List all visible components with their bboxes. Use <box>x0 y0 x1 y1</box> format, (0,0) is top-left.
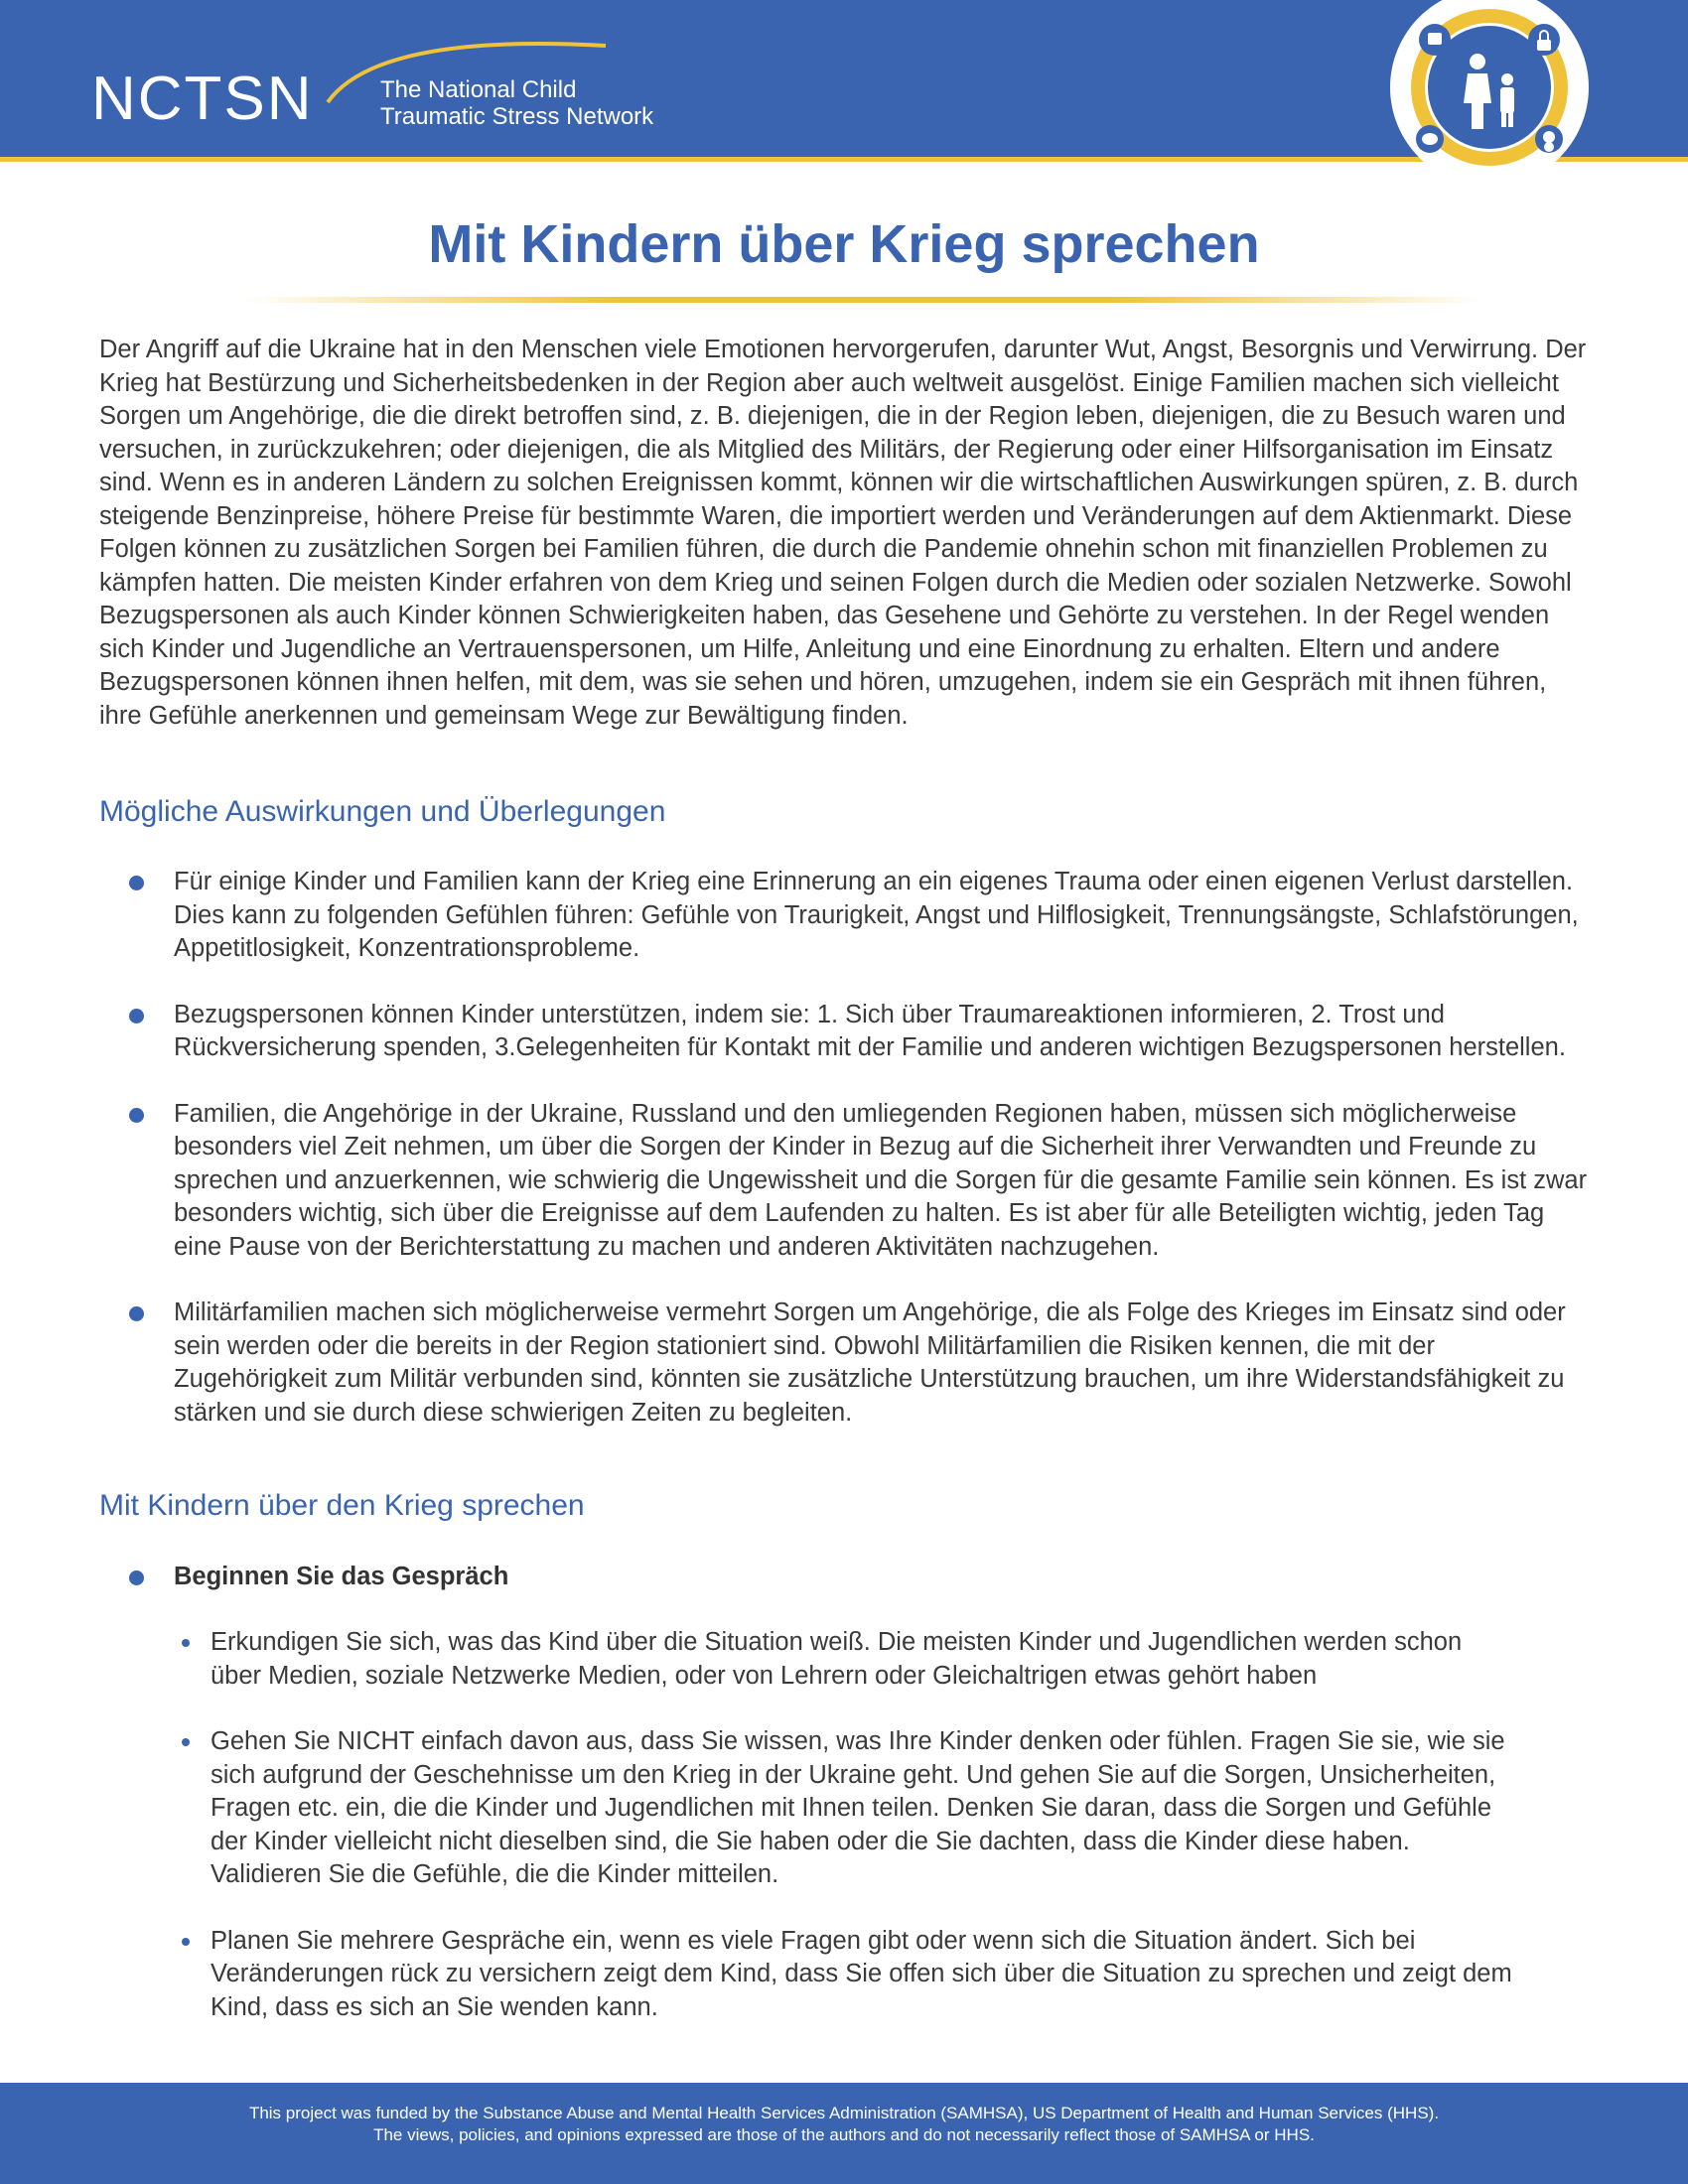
small-bullet-icon <box>182 1738 190 1746</box>
sublist-item-text: Gehen Sie NICHT einfach davon aus, dass Sie wissen, was Ihre Kinder denken oder fühlen. Fragen Sie sie, wie sie sich aufgrund der Geschehnisse um den Krieg in der Ukraine geht. Und gehen Sie auf die Sorgen, Unsicherheiten, Fragen etc. ein, die die Kinder und Jugendlichen mit Ihnen teilen. Denken Sie daran, dass die Sorgen und Gefühle der Kinder vielleicht nicht dieselben sind, die Sie haben oder die Sie dachten, dass die Kinder diese haben. Validieren Sie die Gefühle, die die Kinder mitteilen. <box>211 1727 1505 1888</box>
bullet-icon <box>129 1108 144 1123</box>
bullet-icon <box>129 876 144 890</box>
list-item-text: Für einige Kinder und Familien kann der Krieg eine Erinnerung an ein eigenes Trauma oder einen eigenen Verlust darstellen. Dies kann zu folgenden Gefühlen führen: Gefühle von Traurigkeit, Angst und Hilflosigkeit, Trennungsängste, Schlafstörungen, Appetitlosigkeit, Konzentrationsprobleme. <box>174 868 1579 962</box>
subheading: Beginnen Sie das Gespräch <box>174 1563 509 1590</box>
section-heading-impacts: Mögliche Auswirkungen und Überlegungen <box>99 795 666 828</box>
logo: NCTSN <box>91 65 314 133</box>
list-item <box>99 999 1589 1065</box>
list-item-text: Familien, die Angehörige in der Ukraine, Russland und den umliegenden Regionen haben, müssen sich möglicherweise besonders viel Zeit nehmen, um über die Sorgen der Kinder in Bezug auf die Sicherheit ihrer Verwandten und Freunde zu sprechen und anzuerkennen, wie schwierig die Ungewissheit und die Sorgen für die gesamte Familie sein können. Es ist zwar besonders wichtig, sich über die Ereignisse auf dem Laufenden zu halten. Es ist aber für alle Beteiligten wichtig, jeden Tag eine Pause von der Berichterstattung zu machen und anderen Aktivitäten nachzugehen. <box>174 1099 1588 1261</box>
sublist-item <box>174 1925 1514 2025</box>
talking-sublist <box>174 1626 1514 2057</box>
bullet-icon <box>129 1570 144 1585</box>
small-bullet-icon <box>182 1938 190 1946</box>
footer-disclaimer: The views, policies, and opinions expressed are those of the authors and do not necessarily reflect those of SAMHSA or HHS. <box>373 2125 1315 2144</box>
talking-list <box>99 1561 1589 1627</box>
list-item-text: Bezugspersonen können Kinder unterstützen, indem sie: 1. Sich über Traumareaktionen informieren, 2. Trost und Rückversicherung spenden, 3.Gelegenheiten für Kontakt mit der Familie und anderen wichtigen Bezugspersonen herstellen. <box>174 1000 1566 1061</box>
sublist-item <box>174 1725 1514 1892</box>
bullet-icon <box>129 1306 144 1321</box>
intro-paragraph: Der Angriff auf die Ukraine hat in den Menschen viele Emotionen hervorgerufen, darunter Wut, Angst, Besorgnis und Verwirrung. Der Krieg hat Bestürzung und Sicherheitsbedenken in der Region aber auch weltweit ausgelöst. Einige Familien machen sich vielleicht Sorgen um Angehörige, die die direkt betroffen sind, z. B. diejenigen, die in der Region leben, diejenigen, die zu Besuch waren und versuchen, in zurückzukehren; oder diejenigen, die als Mitglied des Militärs, der Regierung oder einer Hilfsorganisation im Einsatz sind. Wenn es in anderen Ländern zu solchen Ereignissen kommt, können wir die wirtschaftlichen Auswirkungen spüren, z. B. durch steigende Benzinpreise, höhere Preise für bestimmte Waren, die importiert werden und Veränderungen auf dem Aktienmarkt. Diese Folgen können zu zusätzlichen Sorgen bei Familien führen, die durch die Pandemie ohnehin schon mit finanziellen Problemen zu kämpfen hatten. Die meisten Kinder erfahren von dem Krieg und seinen Folgen durch die Medien oder sozialen Netzwerke. Sowohl Bezugspersonen als auch Kinder können Schwierigkeiten haben, das Gesehene und Gehörte zu verstehen. In der Regel wenden sich Kinder und Jugendliche an Vertrauenspersonen, um Hilfe, Anleitung und eine Einordnung zu erhalten. Eltern und andere Bezugspersonen können ihnen helfen, mit dem, was sie sehen und hören, umzugehen, indem sie ein Gespräch mit ihnen führen, ihre Gefühle anerkennen und gemeinsam Wege zur Bewältigung finden. <box>99 336 1587 730</box>
list-item <box>99 1561 1589 1594</box>
sublist-item-text: Erkundigen Sie sich, was das Kind über die Situation weiß. Die meisten Kinder und Jugendlichen werden schon über Medien, soziale Netzwerke Medien, oder von Lehrern oder Gleichaltrigen etwas gehört haben <box>211 1628 1463 1690</box>
footer-bar <box>0 2083 1688 2184</box>
org-name-line2: Traumatic Stress Network <box>380 103 654 130</box>
section-heading-talking: Mit Kindern über den Krieg sprechen <box>99 1489 585 1522</box>
org-name-line1: The National Child <box>380 76 577 103</box>
impacts-list <box>99 866 1589 1462</box>
list-item-text: Militärfamilien machen sich möglicherweise vermehrt Sorgen um Angehörige, die als Folge des Krieges im Einsatz sind oder sein werden oder die bereits in der Region stationiert sind. Obwohl Militärfamilien die Risiken kennen, die mit der Zugehörigkeit zum Militär verbunden sind, könnten sie zusätzliche Unterstützung brauchen, um ihre Widerstandsfähigkeit zu stärken und sie durch diese schwierigen Zeiten zu begleiten. <box>174 1298 1566 1427</box>
sublist-item <box>174 1626 1514 1693</box>
family-badge-icon <box>1390 0 1589 189</box>
list-item <box>99 1297 1589 1430</box>
footer-funding: This project was funded by the Substance Abuse and Mental Health Services Administration (SAMHSA), US Department of Health and Human Services (HHS). <box>248 2104 1440 2122</box>
org-name <box>380 76 653 130</box>
sublist-item-text: Planen Sie mehrere Gespräche ein, wenn es viele Fragen gibt oder wenn sich die Situation ändert. Sich bei Veränderungen rück zu versichern zeigt dem Kind, dass Sie offen sich über die Situation zu sprechen und zeigt dem Kind, dass es sich an Sie wenden kann. <box>211 1926 1512 2021</box>
list-item <box>99 866 1589 966</box>
header-bar <box>0 0 1688 162</box>
title-divider <box>243 297 1484 303</box>
bullet-icon <box>129 1009 144 1024</box>
small-bullet-icon <box>182 1639 190 1647</box>
list-item <box>99 1098 1589 1265</box>
page-title: Mit Kindern über Krieg sprechen <box>428 214 1260 274</box>
